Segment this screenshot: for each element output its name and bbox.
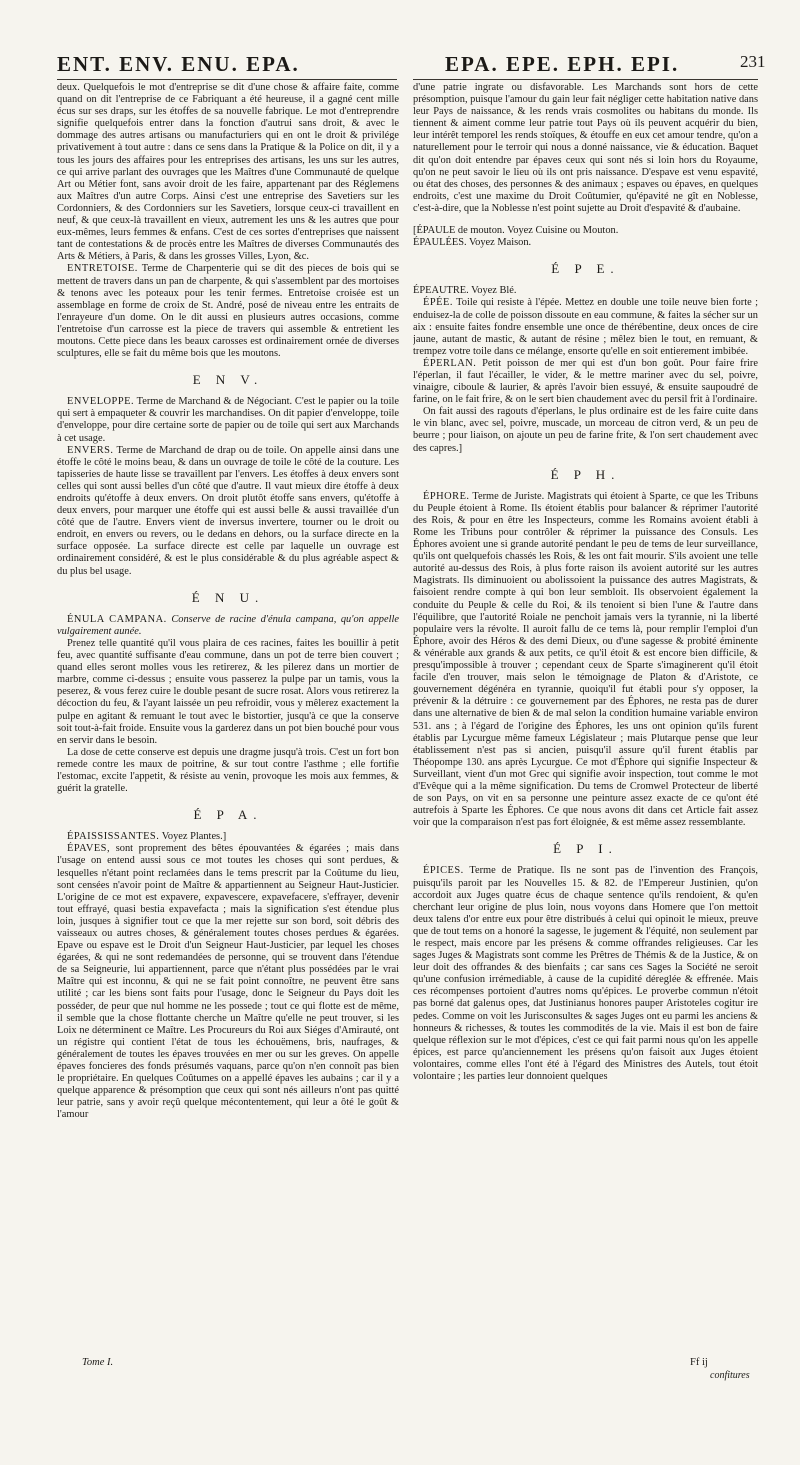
section-heading-epe: É P E. [551,261,620,277]
entry-enula-recipe: Prenez telle quantité qu'il vous plaira de ces racines, faites les bouillir à petit feu, avec quantité suffisante d'eau commune, dans un pot de terre bien couvert ; quand elles seront molles vous les retirerez, & les pilerez dans un mortier de marbre, comme ci-dessus ; ensuite vous passerez la pulpe par un tamis, vous la peserez, & vous ferez cuire le double pesant de sucre rosat. Alors vous retirerez la décoction du feu, & l'ayant laissée un peu refroidir, vous y mêlerez exactement la pulpe en agitant & remuant le tout avec le bistortier, jusqu'à ce que la conserve soit tout-à-fait froide. Ensuite vous la garderez dans un pot bien bouché pour vous en servir dans le besoin. [57,637,399,746]
headword: ÉPAISSISSANTES. [67,831,160,843]
headword: ÉPHORE. [423,490,470,502]
entry-text: Terme de Marchand de drap ou de toile. On appelle ainsi dans une étoffe le côté le moins beau, & dans un ouvrage de toile le côté de la couture. Les tapisseries de haute lisse se travaillent par l'envers. Les étoffes à deux envers sont celles qui sont aussi belles d'un côté que d'autre. Il vaut mieux dire étoffe à deux endroits qu'étoffe à deux envers. On droit plutôt étoffe sans envers, qu'étoffe à deux envers, pour marquer une étoffe qui est aussi belle & aussi travaillée d'un côté que de l'autre. Envers vient de inversus invertere, tourner ou le droit ou endroit, en envers ou revers, ou le dedans en dehors, ou la surface directe en la surface opposée. La surface directe est celle par laquelle un ouvrage est ordinairement considéré, & est le plus considérable & du plus agréable aspect & du plus bel usage. [57,444,399,577]
entry-enula [57,614,399,638]
signature-mark: Ff ij [690,1357,708,1368]
page-number: 231 [740,52,766,71]
running-head-right: EPA. EPE. EPH. EPI. [445,52,680,76]
entry-eperlan-ragout: On fait aussi des ragouts d'éperlans, le plus ordinaire est de les faire cuite dans le vin blanc, avec sel, poivre, muscade, un morceau de citron verd, & un peu de beurre ; pour liaison, on ajoute un peu de farine frite, & l'on sert chaudement avec des capres.] [413,406,758,454]
left-column [57,82,399,1342]
entry-text: Toile qui resiste à l'épée. Mettez en double une toile neuve bien forte ; enduisez-la de colle de poisson dissoute en eau commune, & faites la sécher sur un aix : ensuite faites fondre ensemble une once de thérébentine, deux onces de cire jaune, autant de mastic, & autant de résine ; mêlez bien le tout, en remuant, & trempez votre toile dans ce mélange, ensorte qu'elle en soit entierement imbibée. [413,297,758,357]
header-rule-right [413,79,758,80]
entry-entretoise [57,263,399,360]
entry-text: Petit poisson de mer qui est d'un bon goût. Pour faire frire l'éperlan, il faut l'écailler, le vider, & le mettre mariner avec du sel, poivre, vinaigre, ciboule & laurier, & après l'avoir bien essuyé, & ensuite saupoudré de farine, on le fait frire, & on le sert bien chaudement avec du persil frit à l'ordinaire. [413,357,758,406]
entry-envers [57,445,399,578]
headword: ENVERS. [67,444,114,456]
section-heading-epa: É P A. [193,807,263,823]
entry-subtitle: Conserve de racine d'énula campana, qu'on appelle vulgairement aunée. [57,613,399,637]
entry-epee [413,297,758,357]
entry-epaulees: ÉPAULÉES. Voyez Maison. [413,237,532,249]
headword: ÉPICES. [423,865,464,877]
headword: ENVELOPPE. [67,396,135,408]
section-heading-enu: É N U. [191,589,265,605]
entry-text: Terme de Marchand & de Négociant. C'est le papier ou la toile qui sert à empaqueter & couvrir les marchandises. On dit papier d'enveloppe, toile d'enveloppe, pour dire certaine sorte de papier ou de toile qui sert aux Marchands à cet usage. [57,396,399,444]
volume-label: Tome I. [82,1357,114,1368]
entry-enula-dose: La dose de cette conserve est depuis une dragme jusqu'à trois. C'est un fort bon remede contre les maux de poitrine, & sur tout contre l'asthme ; elle fortifie l'estomac, excite l'appetit, & résiste au venin, provoque les mois aux femmes, & guérit la gratelle. [57,746,399,795]
spacer [413,215,758,225]
entry-epaves-cont: d'une patrie ingrate ou disfavorable. Les Marchands sont hors de cette présomption, puisque l'amour du gain leur fait négliger cette habitation native dans leur Pays de naissance, & les rends vrais cosmolites ou habitans du monde. Ils tiennent & aiment comme leur patrie tout Pays où ils peuvent acquérir du bien, leur intérêt temporel les rends stoïques, & étouffe en eux cet amour tendre, qu'on a naturellement pour le terroir qui nous a donné naissance, vie & éducation. Baquet dit qu'on doit entendre par épaves ceux qui sont nés si loin hors du Royaume, qu'on ne peut savoir le lieu où ils ont pris naissance. D'espave est venu espavité, ou état des choses, des personnes & des animaux ; espaves ou épaves, en quelques endroits, c'est une maxime du Droit Coûtumier, qu'épavité ne gît en Noblesse, c'est-à-dire, que la Noblesse n'est point sujette au Droit d'espavité & d'aubaine. [413,82,758,214]
entry-text: Terme de Juriste. Magistrats qui étoient à Sparte, ce que les Tribuns du Peuple étoient à Rome. Ils étoient établis pour balancer & réprimer l'autorité des Rois, & pour en être les Inspecteurs, comme les Romains avoient établi à Rome les Tribuns pour contrôler & réprimer la puissance des Consuls. Les Éphores avoient une si grande autorité pendant le peu de tems de leur surveillance, qu'ils ont quelquefois chassés les Rois, & les ont fait mourir. S'ils avoient une telle autorité au-dessus des Rois, à plus forte raison ils avoient autorité sur les autres Magistrats. Ils diminuoient ou abolissoient la puissance des autres Magistrats, & faisoient rendre compte à qui bon leur sembloit. Ils observoient également la conduite du Peuple & celle du Roi, & ils tenoient si bien l'une & l'autre dans l'équilibre, que l'autorité Roiale ne penchoit jamais vers la tyrannie, ni la liberté populaire vers la révolte. Il auroit fallu de ce tems là, pour remplir l'emploi d'un Éphore, avoir des Héros & des demi Dieux, ou d'une sagesse & probité éminente & vénérable aux grands & aux petits, ce qu'il étoit & est encore bien difficile, & presqu'impossible à trouver ; cependant ceux de Sparte s'imaginerent qu'il étoit facile d'en trouver, mais selon le témoignage de Platon & d'Aristote, ce gouvernement dégénéra en tyrannie, quoiqu'il fut établi pour s'y opposer, la prévenir & la détruire : ce gouvernement par des Éphores, ne resta pas de durer dans une alternative de bien & de mal selon la condition humaine variable environ 531. ans ; à l'égard de l'origine des Éphores, les uns ont opinion qu'ils furent établis par Lycurgue même fameux Législateur ; mais Plutarque pense que leur établissement n'est pas si ancien, puisqu'il assure qu'il furent établis par Théopompe 130. ans après Lycurgue. Ce mot d'Éphore qui signifie Inspecteur & Surveillant, vient d'un mot Grec qui signifie avoir inspection, tout comme le mot d'Evêque qui a la même signification. Du tems de Cromwel Protecteur de liberté de son Pays, on vit en sa personne une peinture assez exacte de ce qu'ont été autrefois à Sparte les Éphores. Ce que nous avons dit dans cet Article fait assez voir que la comparaison n'est pas fort éloignée, & est même assez ressemblante. [413,490,758,829]
entry-eperlan [413,358,758,406]
entry-text: Voyez Plantes.] [159,831,227,843]
headword: ÉPÉE. [423,297,453,309]
running-head-left: ENT. ENV. ENU. EPA. [57,52,300,76]
entry-epices [413,865,758,1083]
headword: ÉNULA CAMPANA. [67,613,167,625]
headword: ÉPERLAN. [423,357,477,369]
section-heading-eph: É P H. [550,466,621,482]
entry-text: sont proprement des bêtes épouvantées & égarées ; mais dans l'usage on entend aussi sous ce mot toutes les choses qui sont perdues, & lesquelles n'étant point reclamées dans le tems prescrit par la Coûtume du lieu, sont censées n'avoir point de Maître & appartiennent au Seigneur Haut-Justicier. L'origine de ce mot est expavere, expavescere, expavefacere, s'effrayer, devenir tout effrayé, quasi bestia expavefacta ; mais la signification s'est étendue plus loin, jusques à signifier tout ce que la mer rejette sur son bord, soit débris des vaisseaux ou autres choses, & généralement toutes choses perdues & égarées. Epave ou espave est le Droit d'un Seigneur Haut-Justicier, par lequel les choses égarées, & qui ne sont redemandées de personne, qui se trouvent dans l'étendue de sa Seigneurie, lui appartiennent, parce que n'étant plus possédées par le vrai Maître qui est inconnu, & qui ne se fait point connoître, ne peuvent être sans utilité ; car les biens sont faits pour l'usage, donc le Seigneur du Pays doit les posséder, de peur que nul homme ne les possede ; tout ce qui flotte est de même, il semble que la chose flottante cherche un Maître qu'elle ne peut trouver, si les Loix ne déterminent ce Maître. Les Procureurs du Roi aux Siéges d'Amirauté, ont un régistre qui contient l'état de tous les échouëmens, bris, naufrages, & généralement de toutes les épaves trouvées en mer ou sur les greves. On appelle épaves foncieres des fonds présumés vaquans, parce qu'on n'en connoît pas bien le propriétaire. En quelques Coûtumes on a appellé épaves les aubains ; car il y a quelque apparence & présomption que ceux qui sont nés ailleurs n'ont pas quitté leur patrie, sans y avoir reçû quelque mécontentement, qui leur a ôté le goût & l'amour [57,843,399,1121]
section-heading-env: E N V. [192,372,264,388]
entry-text: Terme de Charpenterie qui se dit des pieces de bois qui se mettent de travers dans un pan de charpente, & qui s'assemblent par des mortoises & tenons avec les poteaux pour les tenir fermes. Entretoise croisée est un assemblage en forme de croix de St. André, posé de niveau entre les entraits de l'enrayeure d'un dome. On le dit aussi en plusieurs autres occasions, comme l'entretoise d'un carrosse est la piece de travers qui assemble & entretient les moutons. Cette piece dans les beaux carosses est ordinairement ornée de diverses sculptures, elle se fait du même bois que les moutons. [57,263,399,360]
entry-text: Terme de Pratique. Ils ne sont pas de l'invention des François, puisqu'ils paroit par les Nouvelles 15. & 82. de l'Empereur Justinien, qu'on accordoit aux Juges quatre écus de chaque sentence qu'ils rendoient, & qu'en cherchant leur origine de plus loin, nous voyons dans Homere que l'on mettoit deux talens d'or entre eux pour être distribués à celui qui opinoit le mieux, preuve que de tout tems on a honoré la sagesse, le jugement & l'équité, non seulement par le respect, mais encore par les présens & comme offrandes religieuses. Car les sages Juges & Magistrats sont comme les Prêtres de Thémis & de la Justice, & on leur doit des offrandes & des bienfaits ; car sans ces Sages la Société ne seroit qu'une confusion irrémediable, à cause de la cupidité déreglée & effrenée. Mais ces récompenses portoient d'autres noms qu'épices. Le proverbe commun n'étoit pas borné dat galenus opes, dat Justinianus honores pauper Aristoteles cogitur ire pedes. Comme on voit les Jurisconsultes & sages Juges ont eu parmi les anciens & honneurs & richesses, & toutes les commodités de la vie. Mais il est bon de faire quelque réflexion sur le mot d'épices, c'est ce qui fait parmi nous qu'on les appelle épices, est parce qu'anciennement les présens qu'on faisoit aux Juges étoient volontaires, comme elles l'ont été à l'égard des Ministres des Autels, tout étoit volontaire ; les parties leur donnoient quelques [413,865,758,1083]
entry-enveloppe [57,396,399,444]
entry-epaule: [ÉPAULE de mouton. Voyez Cuisine ou Mouton. [413,225,619,237]
entry-ephore [413,491,758,830]
right-column [413,82,758,1362]
header-rule-left [57,79,397,80]
entry-epeautre: ÉPEAUTRE. Voyez Blé. [413,285,517,297]
entry-epaves [57,843,399,1121]
headword: ÉPAVES, [67,843,111,855]
section-heading-epi: É P I. [553,841,618,857]
headword: ENTRETOISE. [67,263,138,275]
catchword: confitures [710,1370,750,1381]
entry-entreprise-cont: deux. Quelquefois le mot d'entreprise se dit d'une chose & affaire faite, comme quand on dit l'entreprise de ce Fabriquant a été heureuse, il a gagné cent mille écus sur ses draps, sur les étoffes de sa nouvelle fabrique. Le mot d'entreprendre signifie quelquefois entrer dans la fonction d'autrui sans droit, & avec le dommage des autres artisans ou manufacturiers qui en ont le droit & privilége privativement à tout autre : dans ce sens dans la Pratique & la Police on dit, il y a tous les jours des affaires pour les entreprises des artisans, les uns sur les autres, ce qui arrive parlant des ouvrages que les Maîtres d'une Communauté de quelque Art ou Métier font, sans avoir droit de les faire, appartenant par des Réglemens aux Maîtres d'un autre Corps. Ainsi c'est une entreprise des Savetiers sur les Cordonniers, & des Cordonniers sur les Savetiers, lorsque ceux-ci travaillent en neuf, & que ceux-là travaillent en vieux, autrement les uns & les autres que pour eux-mêmes, leurs femmes & enfans. C'est de ces sortes d'entreprises que naissent tant de contestations & de procès entre les Maîtres de diverses Communautés des Arts & Métiers, à Paris, & dans les grosses Villes, Lyon, &c. [57,82,399,263]
entry-epaississantes [57,831,399,843]
